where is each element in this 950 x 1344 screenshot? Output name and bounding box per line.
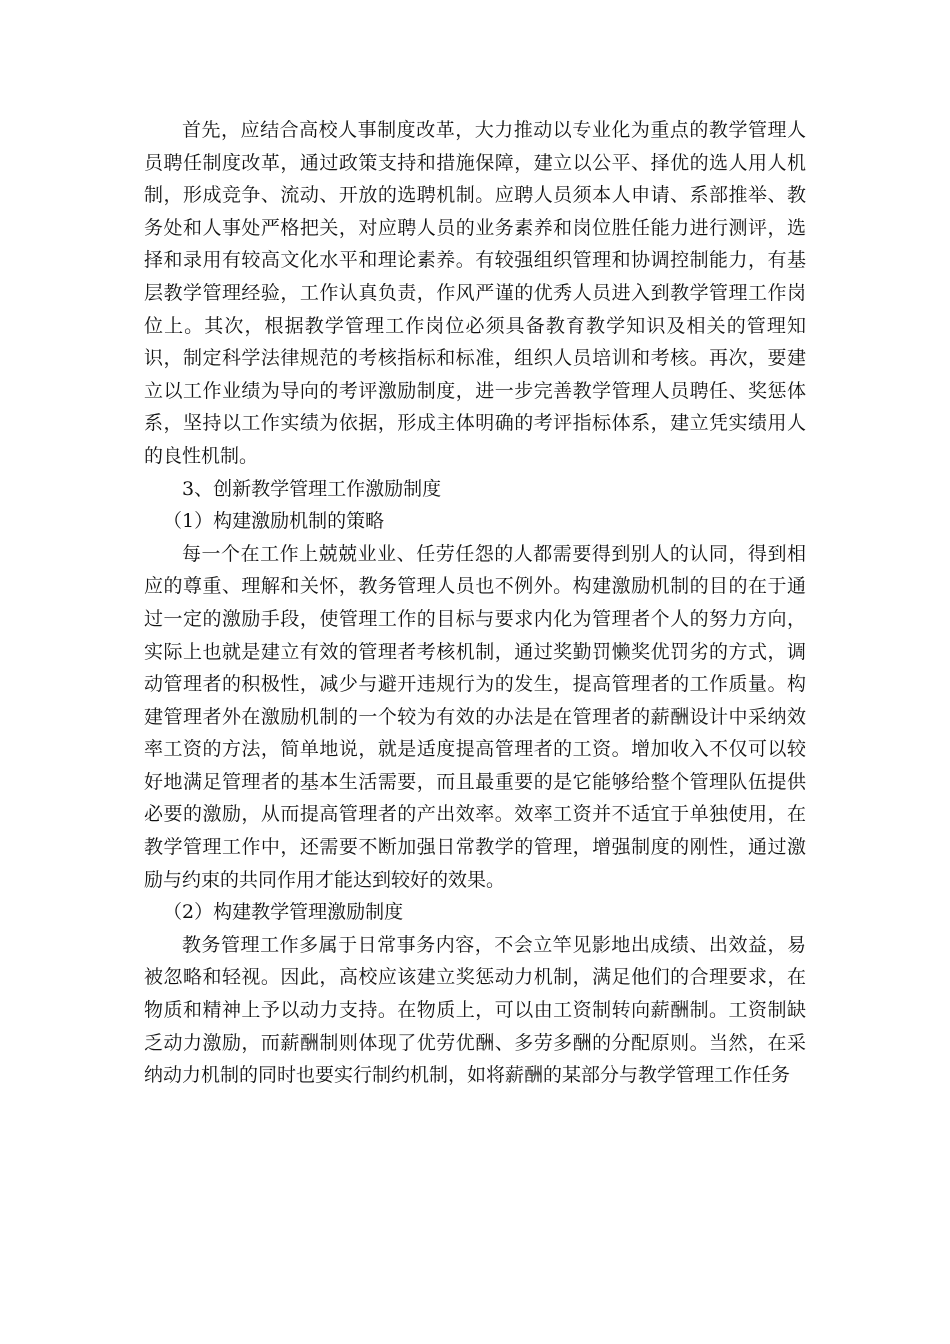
document-body bbox=[144, 114, 806, 1092]
section-heading-incentive-system: 3、创新教学管理工作激励制度 bbox=[182, 477, 442, 500]
subheading-incentive-strategy: （1）构建激励机制的策略 bbox=[163, 510, 385, 533]
paragraph-personnel-reform: 首先，应结合高校人事制度改革，大力推动以专业化为重点的教学管理人员聘任制度改革，通过政策支持和措施保障，建立以公平、择优的选人用人机制，形成竞争、流动、开放的选聘机制。应聘人员须本人申请、系部推举、教务处和人事处严格把关，对应聘人员的业务素养和岗位胜任能力进行测评，选择和录用有较高文化水平和理论素养。有较强组织管理和协调控制能力，有基层教学管理经验，工作认真负责，作风严谨的优秀人员进入到教学管理工作岗位上。其次，根据教学管理工作岗位必须具备教育教学知识及相关的管理知识，制定科学法律规范的考核指标和标准，组织人员培训和考核。再次，要建立以工作业绩为导向的考评激励制度，进一步完善教学管理人员聘任、奖惩体系，坚持以工作实绩为依据，形成主体明确的考评指标体系，建立凭实绩用人的良性机制。 bbox=[144, 119, 806, 467]
paragraph-incentive-rules: 教务管理工作多属于日常事务内容，不会立竿见影地出成绩、出效益，易被忽略和轻视。因此，高校应该建立奖惩动力机制，满足他们的合理要求，在物质和精神上予以动力支持。在物质上，可以由工资制转向薪酬制。工资制缺乏动力激励，而薪酬制则体现了优劳优酬、多劳多酬的分配原则。当然，在采纳动力机制的同时也要实行制约机制，如将薪酬的某部分与教学管理工作任务 bbox=[144, 933, 806, 1087]
subheading-incentive-rules: （2）构建教学管理激励制度 bbox=[163, 901, 404, 924]
paragraph-incentive-strategy: 每一个在工作上兢兢业业、任劳任怨的人都需要得到别人的认同，得到相应的尊重、理解和关怀，教务管理人员也不例外。构建激励机制的目的在于通过一定的激励手段，使管理工作的目标与要求内化为管理者个人的努力方向，实际上也就是建立有效的管理者考核机制，通过奖勤罚懒奖优罚劣的方式，调动管理者的积极性，减少与避开违规行为的发生，提高管理者的工作质量。构建管理者外在激励机制的一个较为有效的办法是在管理者的薪酬设计中采纳效率工资的方法，简单地说，就是适度提高管理者的工资。增加收入不仅可以较好地满足管理者的基本生活需要，而且最重要的是它能够给整个管理队伍提供必要的激励，从而提高管理者的产出效率。效率工资并不适宜于单独使用，在教学管理工作中，还需要不断加强日常教学的管理，增强制度的刚性，通过激励与约束的共同作用才能达到较好的效果。 bbox=[144, 542, 806, 891]
